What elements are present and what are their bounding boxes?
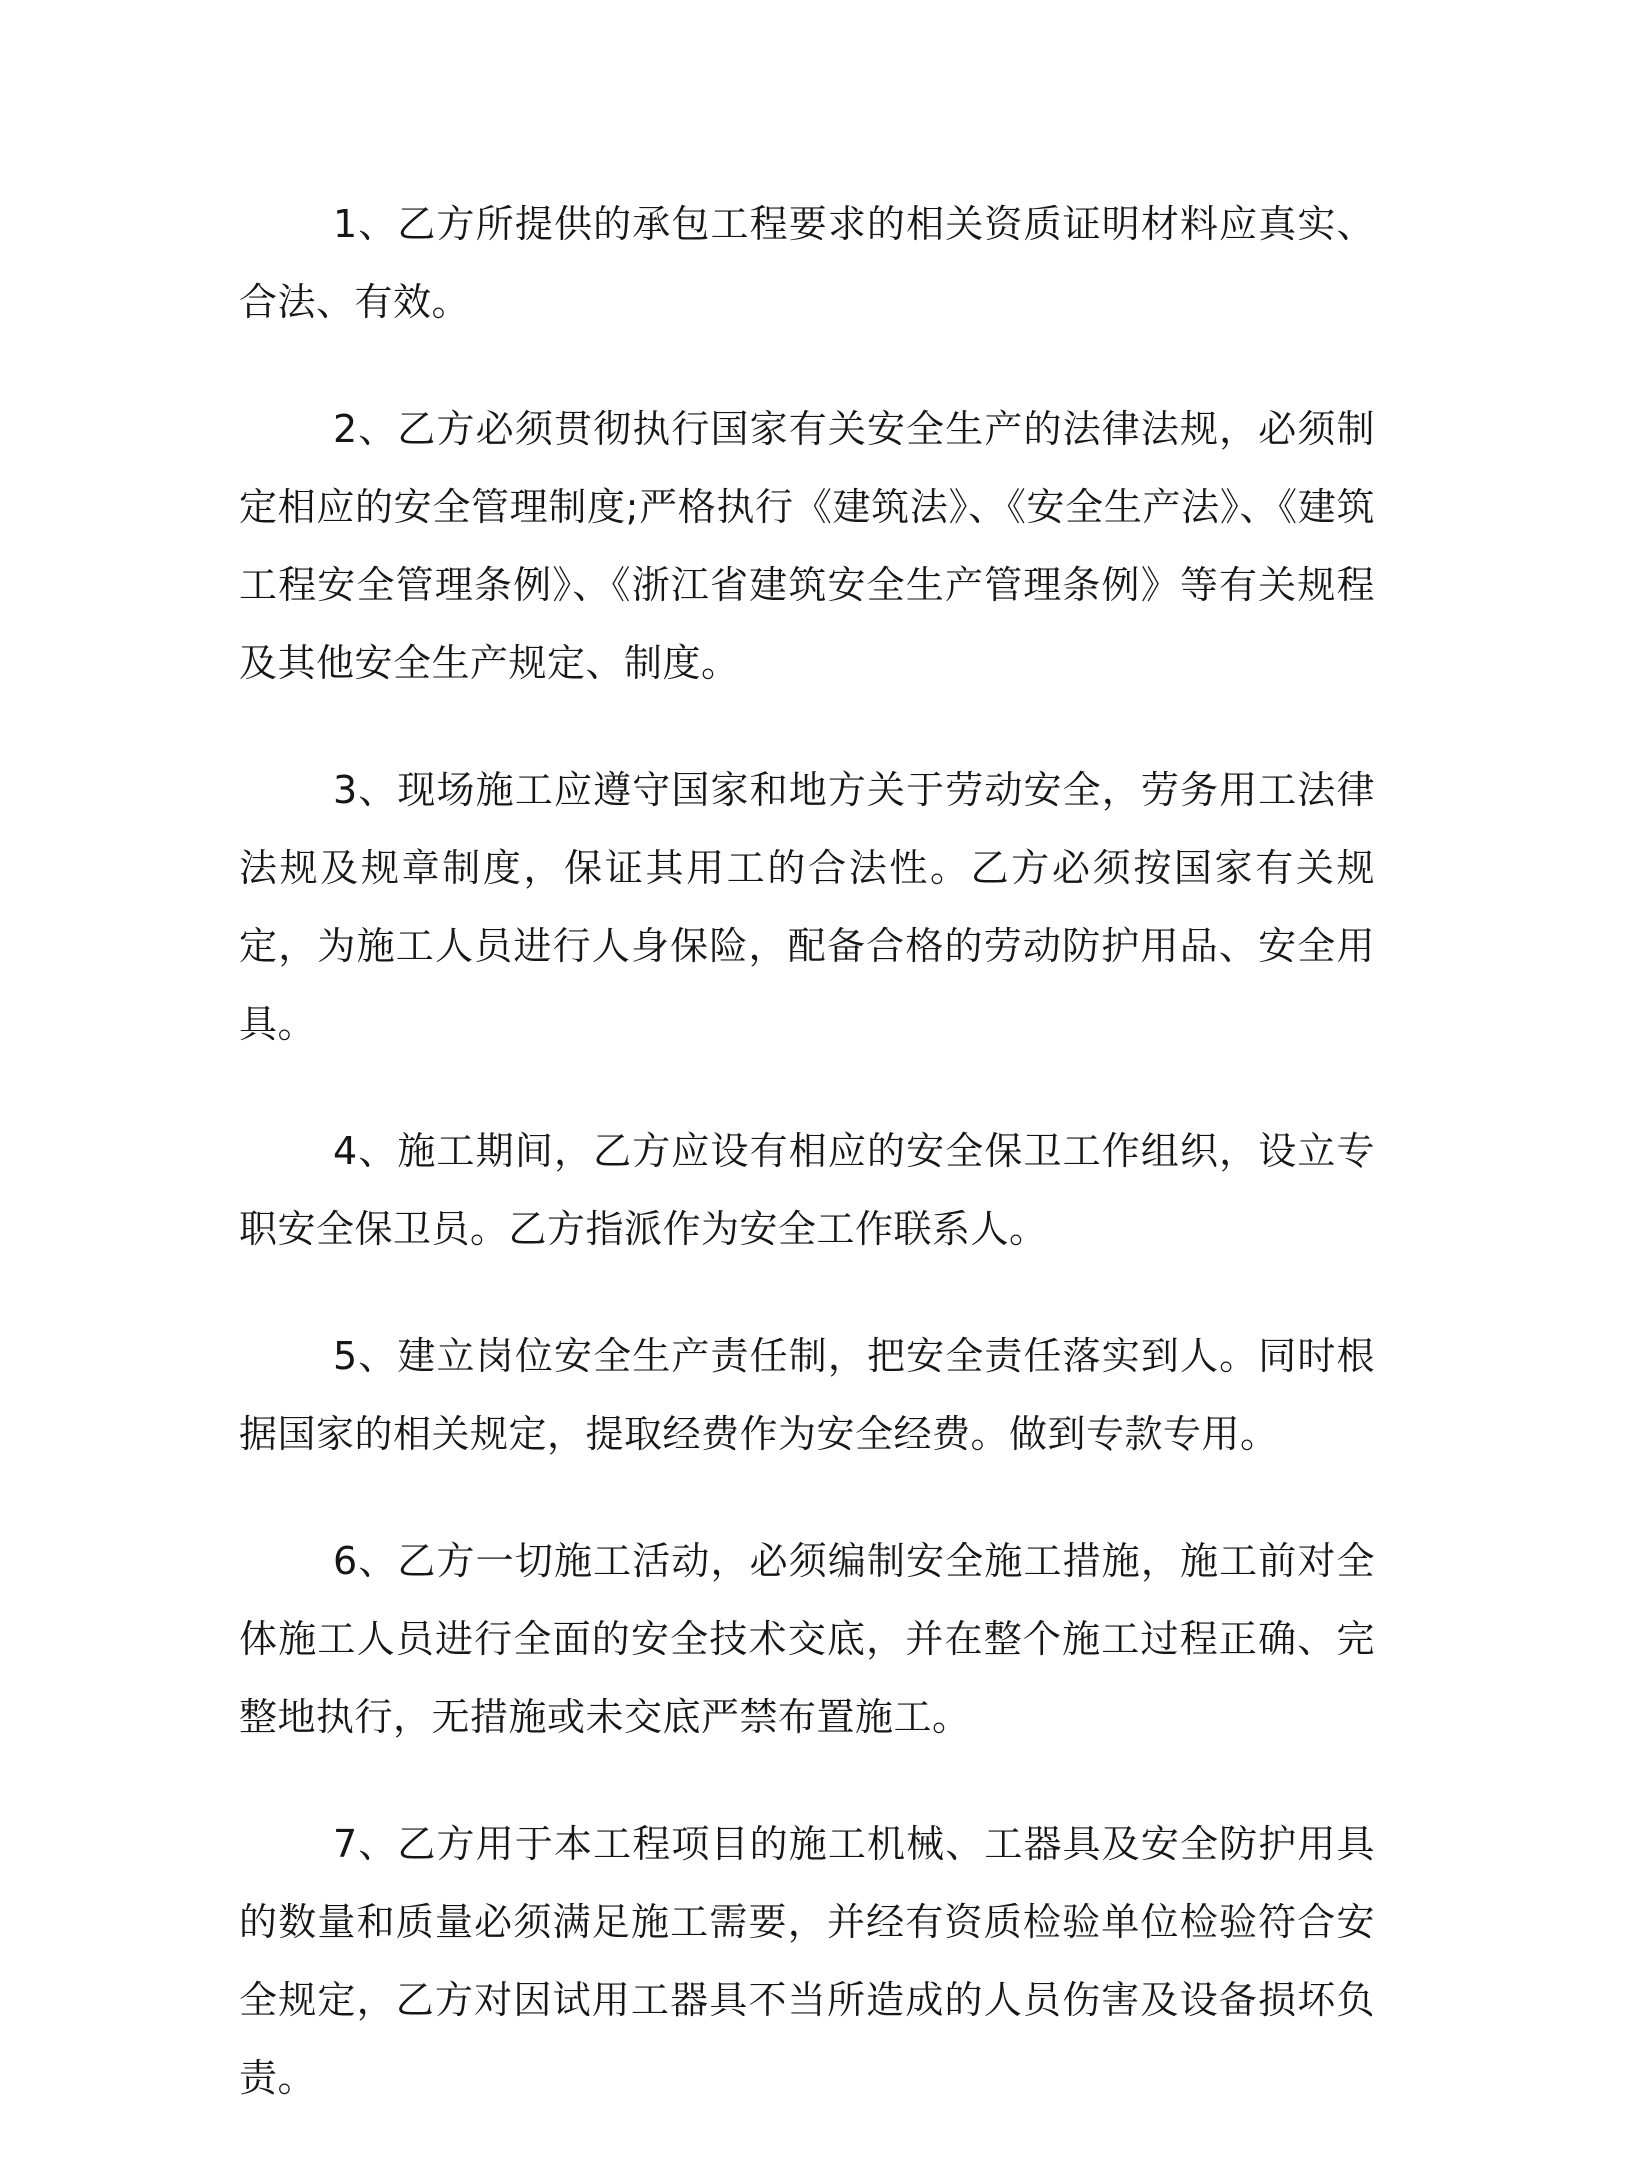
clause-6: 6、乙方一切施工活动，必须编制安全施工措施，施工前对全体施工人员进行全面的安全技术交底，并在整个施工过程正确、完整地执行，无措施或未交底严禁布置施工。	[239, 1539, 1375, 1739]
clause-4: 4、施工期间，乙方应设有相应的安全保卫工作组织，设立专职安全保卫员。乙方指派作为安全工作联系人。	[239, 1129, 1375, 1251]
clause-3: 3、现场施工应遵守国家和地方关于劳动安全，劳务用工法律法规及规章制度，保证其用工的合法性。乙方必须按国家有关规定，为施工人员进行人身保险，配备合格的劳动防护用品、安全用具。	[239, 768, 1375, 1046]
clause-2: 2、乙方必须贯彻执行国家有关安全生产的法律法规，必须制定相应的安全管理制度;严格执行《建筑法》、《安全生产法》、《建筑工程安全管理条例》、《浙江省建筑安全生产管理条例》等有关规程及其他安全生产规定、制度。	[239, 407, 1375, 685]
clause-5: 5、建立岗位安全生产责任制，把安全责任落实到人。同时根据国家的相关规定，提取经费作为安全经费。做到专款专用。	[239, 1334, 1375, 1456]
document-body	[239, 185, 1375, 2166]
clause-1: 1、乙方所提供的承包工程要求的相关资质证明材料应真实、合法、有效。	[239, 202, 1375, 324]
clause-7: 7、乙方用于本工程项目的施工机械、工器具及安全防护用具的数量和质量必须满足施工需要，并经有资质检验单位检验符合安全规定，乙方对因试用工器具不当所造成的人员伤害及设备损坏负责。	[239, 1822, 1375, 2100]
